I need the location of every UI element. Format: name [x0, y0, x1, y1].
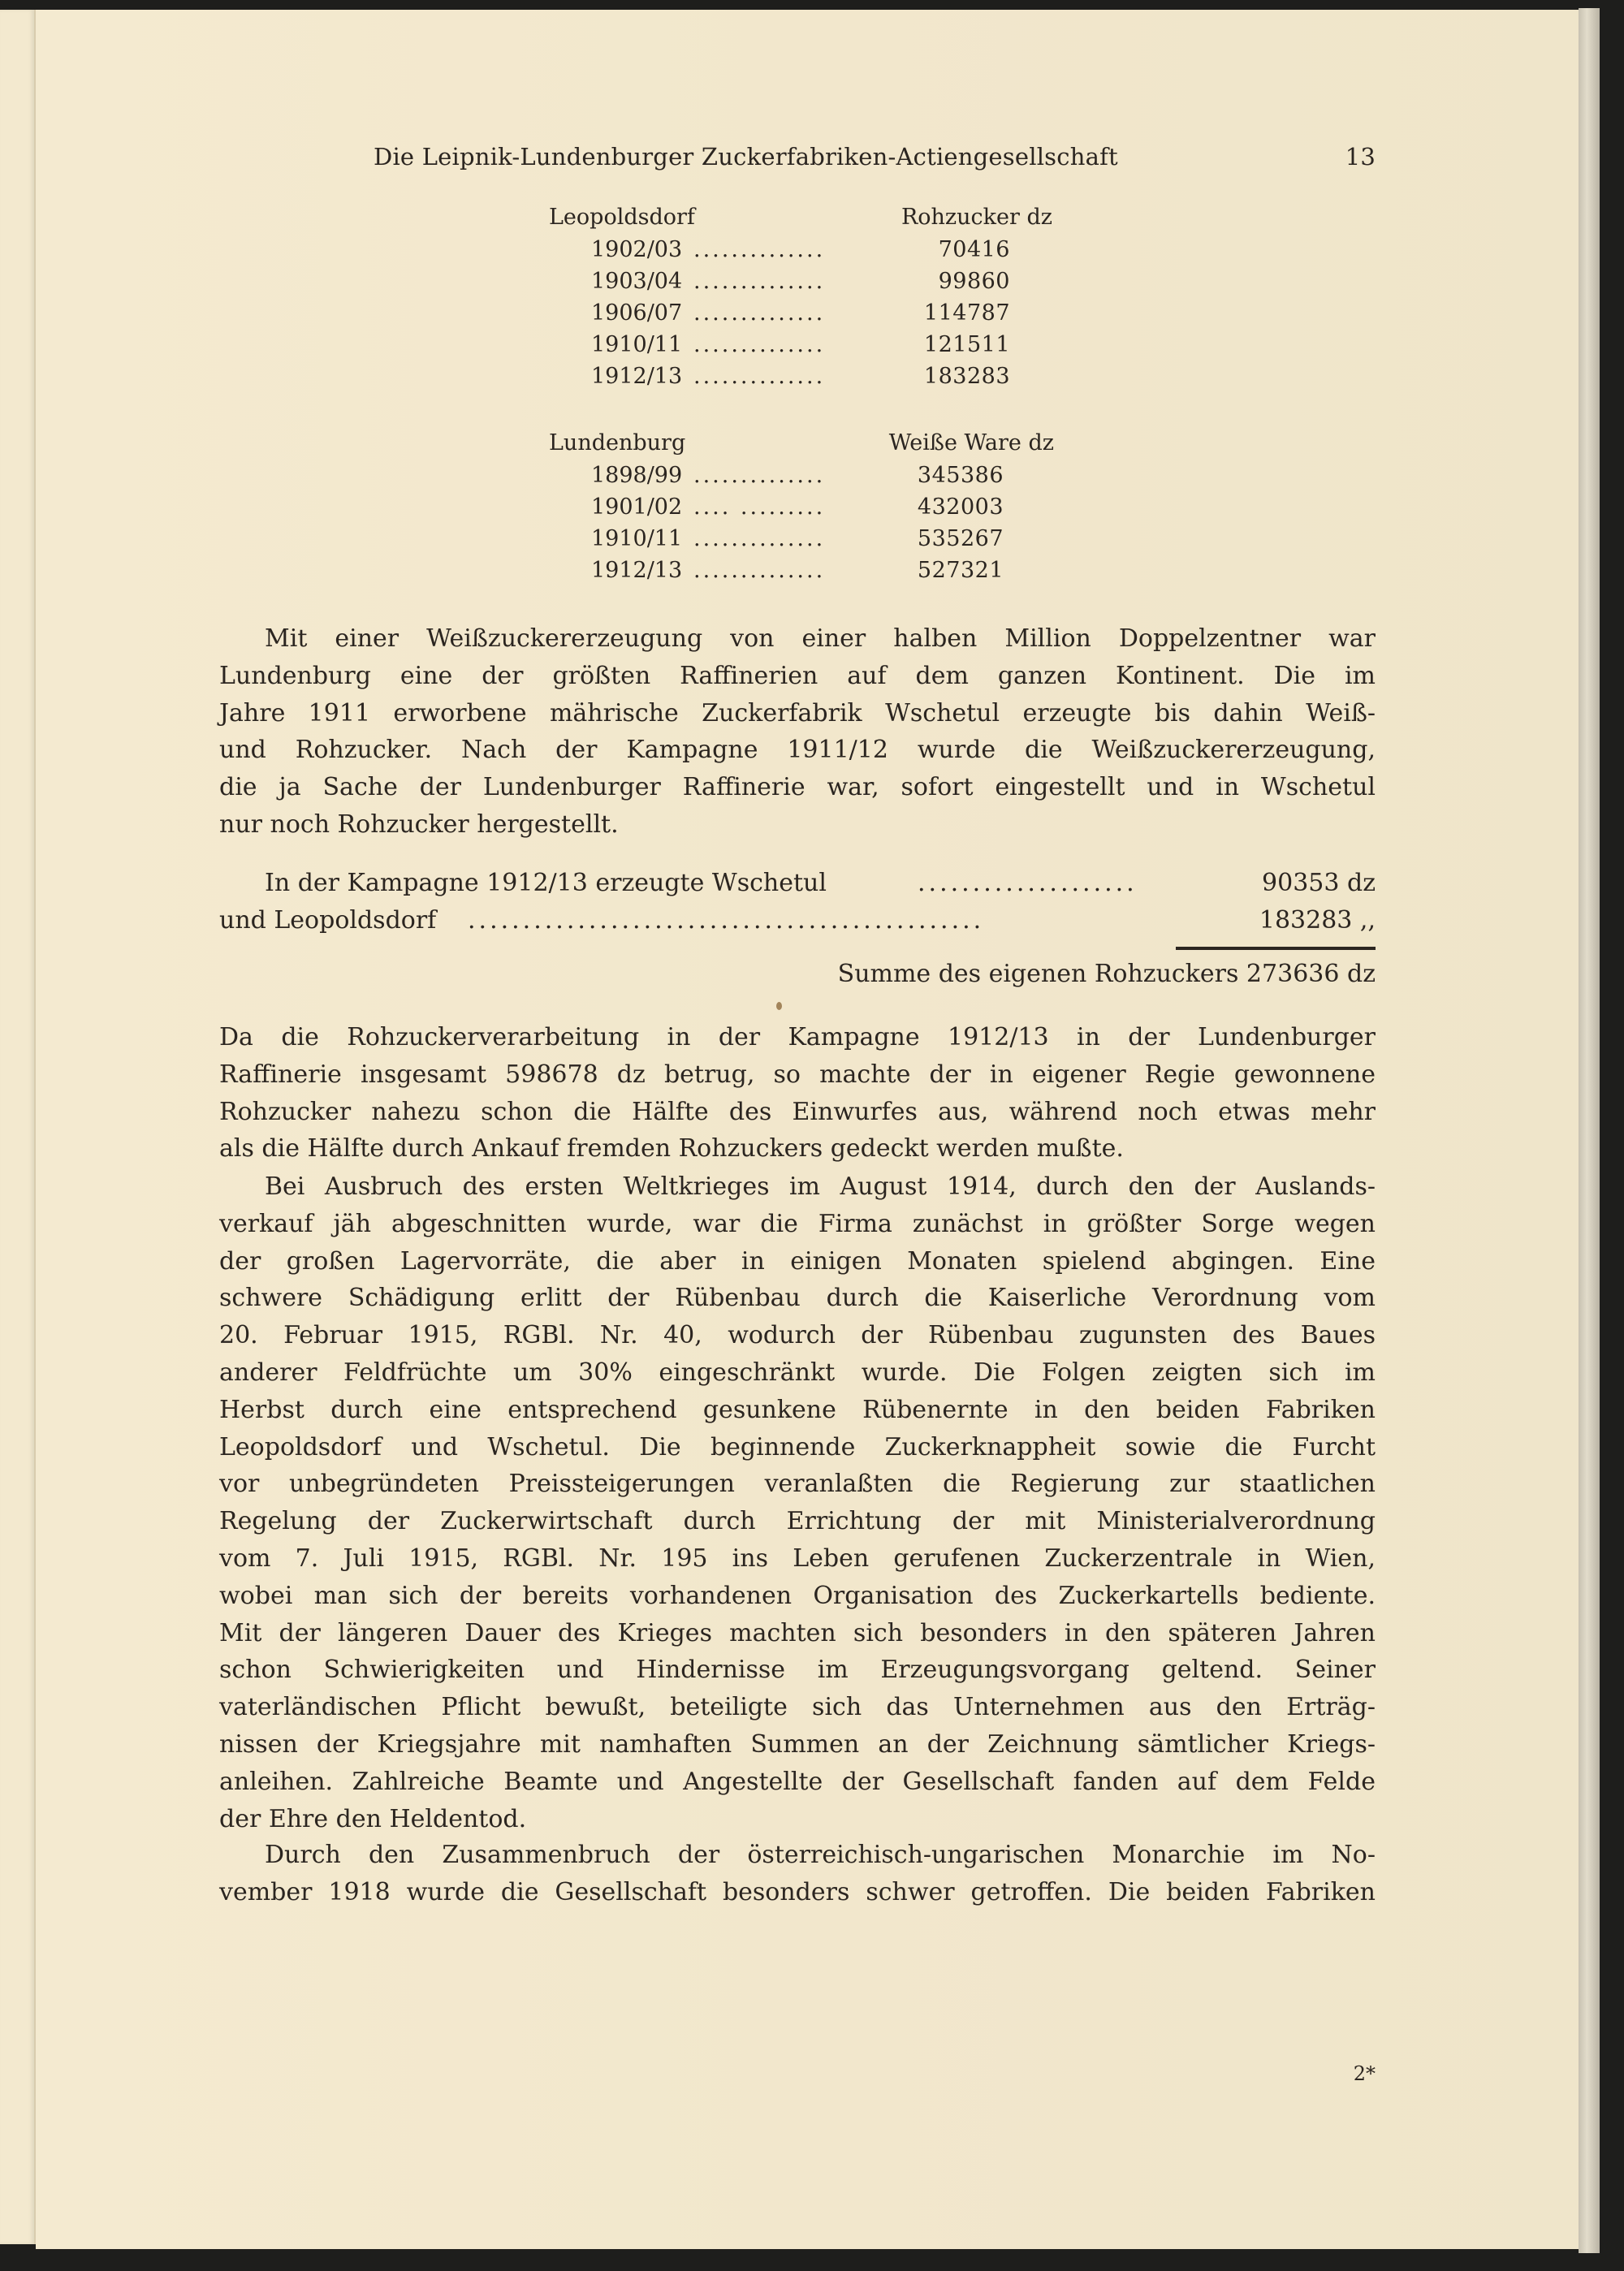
text-line: Rohzucker nahezu schon die Hälfte des Einwurfes aus, während noch etwas mehr [219, 1097, 1376, 1126]
text-line: Jahre 1911 erworbene mährische Zuckerfabrik Wschetul erzeugte bis dahin Weiß- [219, 698, 1376, 727]
book-page [36, 10, 1579, 2249]
dot-leader: ............................................... [468, 906, 985, 935]
table-place: Lundenburg [549, 430, 686, 455]
table-lundenburg [549, 430, 1052, 589]
table-row [549, 332, 1052, 364]
row-value: 121511 [923, 332, 1010, 357]
table-place: Leopoldsdorf [549, 205, 695, 230]
row-value: 114787 [923, 300, 1010, 326]
text-line: vor unbegründeten Preissteigerungen veranlaßten die Regierung zur staatlichen [219, 1470, 1376, 1499]
production-sum [219, 869, 1376, 988]
text-line: anderer Feldfrüchte um 30% eingeschränkt wurde. Die Folgen zeigten sich im [219, 1358, 1376, 1387]
dot-leader: .............. [693, 269, 826, 294]
text-line: Leopoldsdorf und Wschetul. Die beginnende Zuckerknappheit sowie die Furcht [219, 1432, 1376, 1461]
dot-leader: .............. [693, 558, 826, 583]
table-row [549, 237, 1052, 269]
table-header [549, 430, 1052, 463]
text-line: Bei Ausbruch des ersten Weltkrieges im August 1914, durch den der Auslands- [265, 1172, 1376, 1201]
signature-mark: 2* [1353, 2062, 1376, 2085]
text-line: wobei man sich der bereits vorhandenen Organisation des Zuckerkartells bediente. [219, 1581, 1376, 1610]
dot-leader: .............. [693, 300, 826, 326]
text-line: der Ehre den Heldentod. [219, 1804, 527, 1833]
text-line: vom 7. Juli 1915, RGBl. Nr. 195 ins Leben gerufenen Zuckerzentrale in Wien, [219, 1544, 1376, 1573]
row-value: 535267 [917, 526, 1004, 551]
dot-leader: .............. [693, 526, 826, 551]
row-value: 527321 [917, 558, 1004, 583]
page-stack-edge [1579, 8, 1600, 2253]
text-line: Mit der längeren Dauer des Krieges machten sich besonders in den späteren Jahren [219, 1618, 1376, 1647]
text-line: Lundenburg eine der größten Raffinerien auf dem ganzen Kontinent. Die im [219, 661, 1376, 690]
table-row [549, 526, 1052, 558]
sum-amount: 183283 ,, [1259, 906, 1376, 935]
row-value: 183283 [923, 364, 1010, 389]
table-leopoldsdorf [549, 205, 1052, 395]
text-line: vember 1918 wurde die Gesellschaft besonders schwer getroffen. Die beiden Fabriken [219, 1877, 1376, 1906]
row-value: 99860 [938, 269, 1010, 294]
text-line: schon Schwierigkeiten und Hindernisse im Erzeugungsvorgang geltend. Seiner [219, 1656, 1376, 1685]
dot-leader: .............. [693, 332, 826, 357]
sum-total: Summe des eigenen Rohzuckers 273636 dz [837, 960, 1376, 988]
sum-rule [1176, 947, 1376, 950]
row-year: 1910/11 [591, 526, 683, 551]
row-year: 1910/11 [591, 332, 683, 357]
row-year: 1912/13 [591, 558, 683, 583]
row-year: 1898/99 [591, 463, 683, 488]
text-line: vaterländischen Pflicht bewußt, beteiligte sich das Unternehmen aus den Erträg- [219, 1693, 1376, 1722]
text-line: Mit einer Weißzuckererzeugung von einer halben Million Doppelzentner war [265, 624, 1376, 653]
text-line: nur noch Rohzucker hergestellt. [219, 810, 619, 839]
table-row [549, 364, 1052, 395]
text-line: Da die Rohzuckerverarbeitung in der Kampagne 1912/13 in der Lundenburger [219, 1023, 1376, 1051]
table-row [549, 269, 1052, 300]
row-year: 1912/13 [591, 364, 683, 389]
paragraph [219, 620, 1376, 844]
dot-leader: .............. [693, 237, 826, 262]
table-row [549, 558, 1052, 589]
paragraph [219, 1168, 1376, 1837]
table-row [549, 494, 1052, 526]
row-year: 1902/03 [591, 237, 683, 262]
text-line: der großen Lagervorräte, die aber in einigen Monaten spielend abgingen. Eine [219, 1246, 1376, 1276]
text-line: anleihen. Zahlreiche Beamte und Angestellte der Gesellschaft fanden auf dem Felde [219, 1767, 1376, 1796]
row-value: 345386 [917, 463, 1004, 488]
sum-label: und Leopoldsdorf [219, 906, 437, 935]
row-value: 432003 [917, 494, 1004, 520]
text-line: und Rohzucker. Nach der Kampagne 1911/12 wurde die Weißzuckererzeugung, [219, 736, 1376, 765]
text-line: Durch den Zusammenbruch der österreichisch-ungarischen Monarchie im No- [265, 1841, 1376, 1869]
dot-leader: .............. [693, 463, 826, 488]
table-unit: Weiße Ware dz [888, 430, 1054, 455]
text-line: die ja Sache der Lundenburger Raffinerie war, sofort eingestellt und in Wschetul [219, 773, 1376, 802]
paragraph [219, 1019, 1376, 1168]
text-line: Herbst durch eine entsprechend gesunkene Rübenernte in den beiden Fabriken [219, 1395, 1376, 1424]
text-line: Raffinerie insgesamt 598678 dz betrug, so machte der in eigener Regie gewonnene [219, 1060, 1376, 1089]
text-line: Regelung der Zuckerwirtschaft durch Errichtung der mit Ministerialverordnung [219, 1507, 1376, 1536]
dot-leader: .... ......... [693, 494, 826, 520]
page-number: 13 [1345, 143, 1376, 171]
paragraph [219, 1837, 1376, 1911]
text-line: 20. Februar 1915, RGBl. Nr. 40, wodurch der Rübenbau zugunsten des Baues [219, 1321, 1376, 1350]
table-row [549, 463, 1052, 494]
ink-speck [776, 1002, 782, 1010]
sum-amount: 90353 dz [1262, 869, 1376, 897]
text-line: nissen der Kriegsjahre mit namhaften Summen an der Zeichnung sämtlicher Kriegs- [219, 1729, 1376, 1759]
table-row [549, 300, 1052, 332]
text-line: schwere Schädigung erlitt der Rübenbau durch die Kaiserliche Verordnung vom [219, 1284, 1376, 1313]
text-line: als die Hälfte durch Ankauf fremden Rohzuckers gedeckt werden mußte. [219, 1134, 1124, 1164]
dot-leader: .............. [693, 364, 826, 389]
text-line: verkauf jäh abgeschnitten wurde, war die Firma zunächst in größter Sorge wegen [219, 1209, 1376, 1238]
row-year: 1901/02 [591, 494, 683, 520]
sum-row-wschetul [219, 869, 1376, 906]
dot-leader: .................... [918, 869, 1138, 897]
sum-label: In der Kampagne 1912/13 erzeugte Wschetul [265, 869, 827, 897]
row-year: 1903/04 [591, 269, 683, 294]
running-title: Die Leipnik-Lundenburger Zuckerfabriken-Actiengesellschaft [374, 143, 1118, 171]
table-unit: Rohzucker dz [901, 205, 1052, 230]
sum-row-leopoldsdorf [219, 906, 1376, 943]
row-value: 70416 [938, 237, 1010, 262]
facing-page-edge [0, 10, 36, 2244]
row-year: 1906/07 [591, 300, 683, 326]
table-header [549, 205, 1052, 237]
